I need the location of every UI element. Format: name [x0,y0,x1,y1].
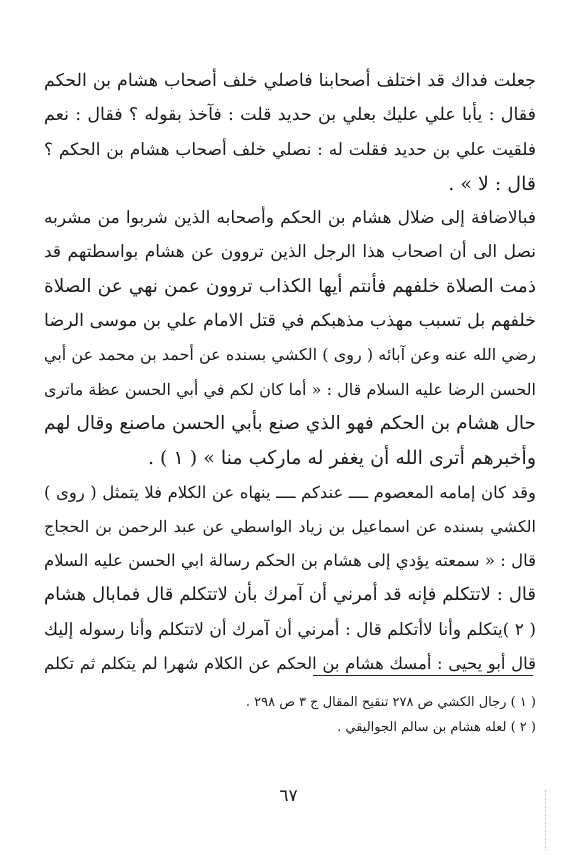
text-line: وأخبرهم أترى الله أن يغفر له ماركب منا » ( ١ ) . [147,447,536,470]
scan-margin-mark [545,790,548,850]
page-number: ٦٧ [279,786,298,806]
text-line: قال : لاتتكلم فإنه قد أمرني أن آمرك بأن لاتتكلم قال فمابال هشام [44,584,536,606]
text-line: ( ٢ )يتكلم وأنا لاأتكلم قال : أمرني أن آمرك أن لاتتكلم وأنا رسوله إليك [44,619,536,640]
text-line: الحسن الرضا عليه السلام قال : « أما كان لكم في أبي الحسن عظة ماترى [44,379,536,399]
text-line: حال هشام بن الحكم فهو الذي صنع بأبي الحسن ماصنع وقال لهم [44,412,536,434]
text-line: جعلت فداك قد اختلف أصحابنا فاصلي خلف أصحاب هشام بن الحكم [44,71,536,91]
text-line: وقد كان إمامه المعصوم ــــ عندكم ــــ ينهاه عن الكلام فلا يتمثل ( روى ) [44,482,536,502]
text-line: خلفهم بل تسبب مهذب مذهبكم في قتل الامام علي بن موسى الرضا [44,311,536,332]
text-line: رضي الله عنه وعن آبائه ( روى ) الكشي بسنده عن أحمد بن محمد عن أبي [44,345,536,365]
text-line: فقال : يأبا علي عليك بعلي بن حديد قلت : فآخذ بقوله ؟ فقال : نعم [44,105,536,126]
text-line: قال : لا » . [448,172,536,195]
footnotes [44,690,536,740]
text-line: قال : « سمعته يؤدي إلى هشام بن الحكم رسالة ابي الحسن عليه السلام [44,551,536,571]
main-text [44,64,536,681]
footnote: ( ١ ) رجال الكشي ص ٢٧٨ تنقيح المقال ج ٣ ص ٢٩٨ . [245,695,536,710]
text-line: فلقيت علي بن حديد فقلت له : نصلي خلف أصحاب هشام بن الحكم ؟ [44,139,536,160]
text-line: قال أبو يحيى : أمسك هشام بن الحكم عن الكلام شهرا لم يتكلم ثم تكلم [44,654,536,674]
text-line: الكشي بسنده عن اسماعيل بن زياد الواسطي عن عبد الرحمن بن الحجاج [44,516,536,536]
footnote: ( ٢ ) لعله هشام بن سالم الجواليقي . [337,720,536,735]
footnote-divider [313,675,533,676]
text-line: نصل الى أن اصحاب هذا الرجل الذين تروون عن هشام بواسطتهم قد [44,242,536,263]
text-line: فبالاضافة إلى ضلال هشام بن الحكم وأصحابه الذين شربوا من مشربه [44,208,536,229]
text-line: ذمت الصلاة خلفهم فأنتم أيها الكذاب تروون عمن نهي عن الصلاة [44,275,536,297]
